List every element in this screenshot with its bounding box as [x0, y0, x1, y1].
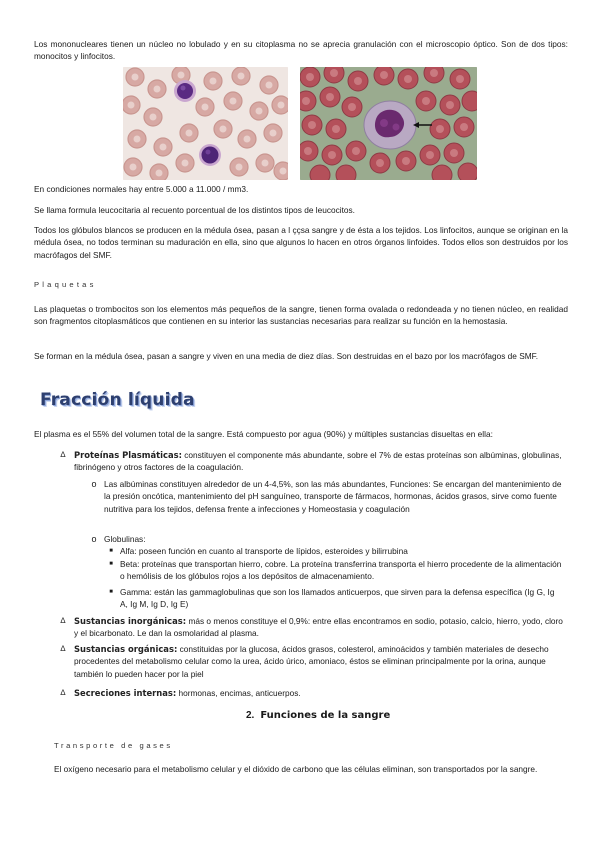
list-item-gamma: Gamma: están las gammaglobulinas que son los llamados anticuerpos, que sirven para la defensa específica (Ig G, Ig A, Ig M, Ig D, Ig E)	[120, 587, 555, 610]
heading-transporte-gases: Transporte de gases	[54, 741, 173, 750]
paragraph-recuento: En condiciones normales hay entre 5.000 a 11.000 / mm3.	[34, 184, 249, 194]
paragraph-plasma: El plasma es el 55% del volumen total de la sangre. Está compuesto por agua (90%) y múltiples sustancias disueltas en ella:	[34, 429, 493, 439]
list-item-alfa: Alfa: poseen función en cuanto al transporte de lípidos, esteroides y bilirrubina	[120, 546, 408, 556]
list-item-secreciones: Secreciones internas: hormonas, encimas, anticuerpos.	[74, 688, 301, 698]
paragraph-plaquetas: Las plaquetas o trombocitos son los elementos más pequeños de la sangre, tienen forma ovalada o redondeada y no tienen núcleo, en realidad son fragmentos citoplasmáticos que contienen en su interior las sustancias necesarias para realizar su función en la hemostasia.	[34, 304, 568, 327]
bullet-circle: o	[91, 534, 97, 544]
paragraph-formacion: Se forman en la médula ósea, pasan a sangre y viven en una media de diez días. Son destruidas en el bazo por los macrófagos de SMF.	[34, 351, 539, 361]
bullet-triangle: ∆	[60, 644, 66, 653]
bullet-circle: o	[91, 479, 97, 489]
heading-plaquetas: Plaquetas	[34, 280, 97, 289]
list-item-organicas: Sustancias orgánicas: constituidas por la glucosa, ácidos grasos, colesterol, aminoácidos y también materiales de desecho procedentes del metabolismo celular como la urea, ácido úrico, amoniaco, éstos se eliminan principalmente por la orina, aunque también lo pueden hacer por la piel	[74, 644, 549, 679]
list-item-beta: Beta: proteínas que transportan hierro, cobre. La proteína transferrina transporta el hierro procedente de la alimentación o hemólisis de los glóbulos rojos a los depósitos de almacenamiento.	[120, 559, 562, 582]
term-secreciones: Secreciones internas:	[74, 688, 177, 698]
list-item-albuminas: Las albúminas constituyen alrededor de un 4-4,5%, son las más abundantes, Funciones: Se encargan del mantenimiento de la presión oncótica, mantenimiento del pH sanguíneo, transporte de fármacos, hormonas, ácidos grasos, sirve como fuente nutritiva para los tejidos, defensa frente a infecciones y Homeostasia y coagulación	[104, 479, 562, 514]
term-organicas: Sustancias orgánicas:	[74, 644, 178, 654]
bullet-square: ■	[109, 589, 113, 595]
paragraph-formula: Se llama formula leucocitaria al recuento porcentual de los distintos tipos de leucocitos.	[34, 205, 355, 215]
paragraph-oxigeno: El oxígeno necesario para el metabolismo celular y el dióxido de carbono que las células eliminan, son transportados por la sangre.	[54, 764, 538, 774]
micrograph-right	[300, 67, 477, 180]
term-proteinas: Proteínas Plasmáticas:	[74, 450, 182, 460]
micrograph-left	[123, 67, 288, 180]
blood-smear-image-left	[123, 67, 288, 180]
bullet-triangle: ∆	[60, 450, 66, 459]
bullet-square: ■	[109, 548, 113, 554]
paragraph-mononucleares: Los mononucleares tienen un núcleo no lobulado y en su citoplasma no se aprecia granulación con el microscopio óptico. Son de dos tipos: monocitos y linfocitos.	[34, 39, 568, 62]
paragraph-produccion: Todos los glóbulos blancos se producen en la médula ósea, pasan a l ççsa sangre y de ésta a los tejidos. Los linfocitos, aunque se originan en la médula ósea, no todos terminan su maduración en ella, sino que algunos lo hacen en otros órganos linfoides. Todos ellos son destruidos por los macrófagos del SMF.	[34, 225, 568, 260]
heading-funciones: 2. Funciones de la sangre	[246, 710, 391, 721]
list-item-globulinas: Globulinas:	[104, 534, 146, 544]
blood-smear-image-right	[300, 67, 477, 180]
term-inorganicas: Sustancias inorgánicas:	[74, 616, 187, 626]
list-item-proteinas: Proteínas Plasmáticas: constituyen el componente más abundante, sobre el 7% de estas proteínas son albúminas, globulinas, fibrinógeno y otros factores de la coagulación.	[74, 450, 562, 473]
list-item-inorganicas: Sustancias inorgánicas: más o menos constituye el 0,9%: entre ellas encontramos en sodio, potasio, calcio, hierro, yodo, cloro y el bicarbonato. Le dan la osmolaridad al plasma.	[74, 616, 563, 639]
bullet-square: ■	[109, 561, 113, 567]
bullet-triangle: ∆	[60, 688, 66, 697]
heading-fraccion-liquida: Fracción líquida	[40, 390, 195, 410]
bullet-triangle: ∆	[60, 616, 66, 625]
